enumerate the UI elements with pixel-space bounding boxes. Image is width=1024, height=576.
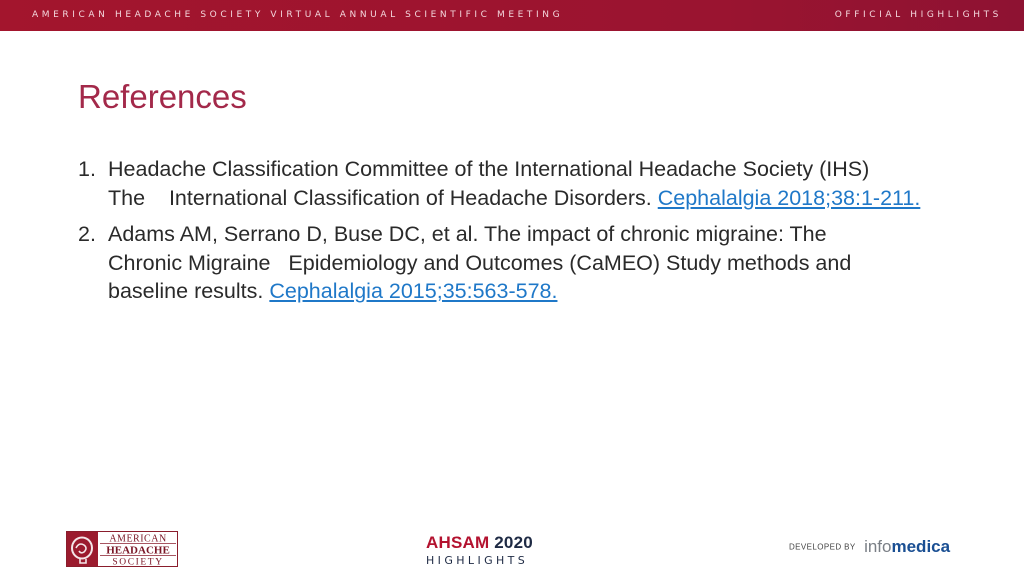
reference-text: The International Classification of Headache Disorders. bbox=[108, 185, 652, 210]
header-bar bbox=[0, 0, 1024, 31]
reference-link[interactable]: Cephalalgia 2015;35:563-578. bbox=[269, 279, 558, 303]
reference-text: Adams AM, Serrano D, Buse DC, et al. The impact of chronic migraine: The bbox=[108, 222, 827, 246]
reference-number: 2. bbox=[78, 222, 96, 246]
ahs-logo bbox=[66, 531, 178, 567]
ahsam-2020-logo bbox=[426, 534, 544, 567]
reference-item bbox=[78, 220, 958, 306]
reference-text: baseline results. bbox=[108, 279, 264, 303]
ahsam-highlights: HIGHLIGHTS bbox=[426, 554, 529, 567]
infomedica-logo-part2: medica bbox=[891, 537, 951, 556]
developed-by bbox=[789, 537, 950, 557]
ahs-logo-line3: SOCIETY bbox=[112, 557, 164, 567]
ahs-logo-line1: AMERICAN bbox=[109, 533, 167, 545]
infomedica-logo-part1: info bbox=[864, 537, 892, 556]
developed-by-label: DEVELOPED BY bbox=[789, 542, 856, 552]
ahsam-year: 2020 bbox=[494, 533, 533, 552]
header-official-highlights: OFFICIAL HIGHLIGHTS bbox=[834, 10, 1002, 20]
ahsam-word: AHSAM bbox=[426, 533, 490, 552]
infomedica-logo bbox=[864, 537, 950, 556]
reference-link[interactable]: Cephalalgia 2018;38:1-211. bbox=[657, 185, 921, 210]
page-title: References bbox=[78, 78, 247, 115]
reference-text: Headache Classification Committee of the International Headache Society (IHS) bbox=[108, 157, 870, 181]
references-list bbox=[78, 155, 958, 314]
ahs-logo-line2: HEADACHE bbox=[106, 544, 170, 557]
reference-text: Chronic Migraine Epidemiology and Outcomes (CaMEO) Study methods and bbox=[108, 250, 852, 275]
header-meeting-name: AMERICAN HEADACHE SOCIETY VIRTUAL ANNUAL SCIENTIFIC MEETING bbox=[32, 10, 564, 20]
reference-item bbox=[78, 155, 958, 212]
reference-number: 1. bbox=[78, 157, 96, 181]
